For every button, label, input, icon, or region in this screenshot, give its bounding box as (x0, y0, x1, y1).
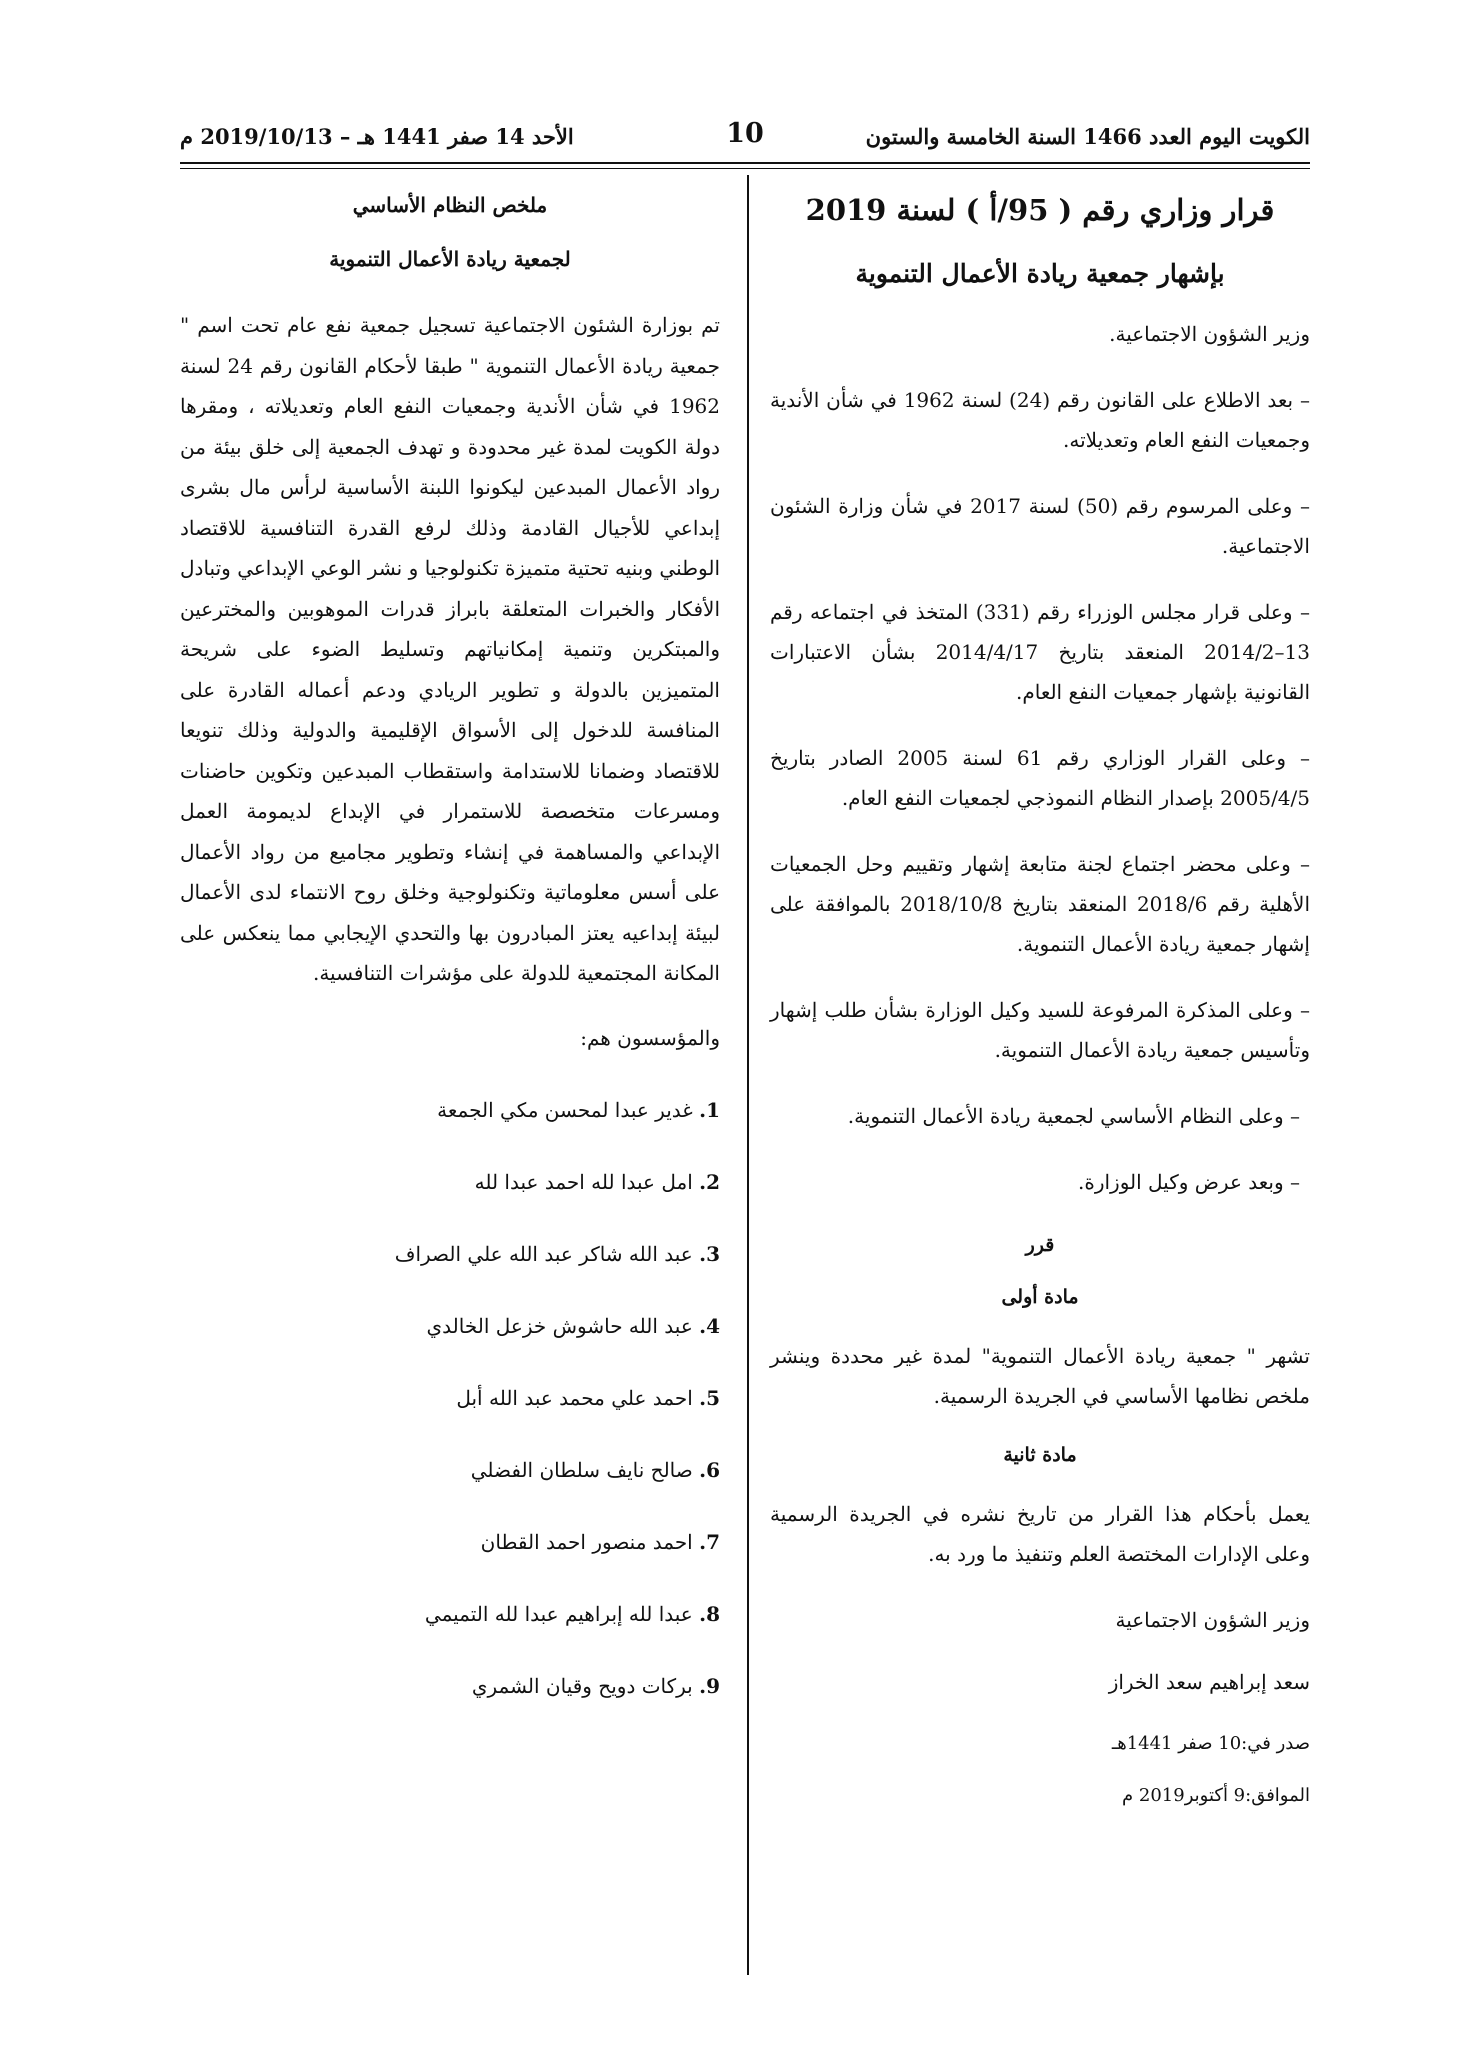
list-item: 4. عبد الله حاشوش خزعل الخالدي (426, 1313, 720, 1338)
article1-text: تشهر " جمعية ريادة الأعمال التنموية" لمدة غير محددة وينشر ملخص نظامها الأساسي في الجريدة الرسمية. (770, 1344, 1310, 1408)
decree-title: قرار وزاري رقم ( 95/أ ) لسنة 2019 (805, 193, 1275, 227)
clause: – وبعد عرض وكيل الوزارة. (1077, 1170, 1300, 1194)
article2-text: يعمل بأحكام هذا القرار من تاريخ نشره في الجريدة الرسمية وعلى الإدارات المختصة العلم وتنفيذ ما ورد به. (770, 1502, 1310, 1566)
article1-title: مادة أولى (1001, 1286, 1079, 1308)
signer-title: وزير الشؤون الاجتماعية (1115, 1608, 1310, 1632)
clause: – وعلى النظام الأساسي لجمعية ريادة الأعمال التنموية. (847, 1104, 1300, 1128)
corresponding-date: الموافق:9 أكتوبر2019 م (1122, 1785, 1310, 1806)
list-item: 5. احمد علي محمد عبد الله أبل (456, 1385, 720, 1410)
clause: – بعد الاطلاع على القانون رقم (24) لسنة 1962 في شأن الأندية وجمعيات النفع العام وتعديلاته. (770, 388, 1310, 452)
summary-paragraph: تم بوزارة الشئون الاجتماعية تسجيل جمعية نفع عام تحت اسم " جمعية ريادة الأعمال التنموية " طبقا لأحكام القانون رقم 24 لسنة 1962 في شأن الأندية وجمعيات النفع العام وتعديلاته ، ومقرها دولة الكويت لمدة غير محدودة و تهدف الجمعية إلى خلق بيئة من رواد الأعمال المبدعين ليكونوا اللبنة الأساسية لرأس مال بشرى إبداعي للأجيال القادمة وذلك لرفع القدرة التنافسية للاقتصاد الوطني وبنيه تحتية متميزة تكنولوجيا و نشر الوعي الإبداعي وتبادل الأفكار والخبرات المتعلقة بابراز قدرات الموهوبين والمخترعين والمبتكرين وتنمية إمكانياتهم وتسليط الضوء على شريحة المتميزين بالدولة و تطوير الريادي ودعم أعماله القادرة على المنافسة للدخول إلى الأسواق الإقليمية والدولية وذلك تنويعا للاقتصاد وضمانا للاستدامة واستقطاب المبدعين وتكوين حاضنات ومسرعات متخصصة للاستمرار في الإبداع لديمومة العمل الإبداعي والمساهمة في إنشاء وتطوير مجاميع من رواد الأعمال على أسس معلوماتية وتكنولوجية وخلق روح الانتماء لدى الأعمال لبيئة إبداعيه يعتز المبادرون بها والتحدي الإيجابي مما ينعكس على المكانة المجتمعية للدولة على مؤشرات التنافسية. (180, 313, 720, 985)
list-item: 6. صالح نايف سلطان الفضلي (470, 1457, 720, 1482)
decided-label: قرر (1025, 1234, 1055, 1256)
issued-date: صدر في:10 صفر 1441هـ (1111, 1733, 1310, 1754)
header-date: الأحد 14 صفر 1441 هـ – 2019/10/13 م (180, 124, 574, 149)
header-issue: الكويت اليوم العدد 1466 السنة الخامسة والستون (865, 124, 1310, 149)
summary-column (180, 175, 720, 1706)
header-rule-thin (180, 168, 1310, 169)
clause: – وعلى المذكرة المرفوعة للسيد وكيل الوزارة بشأن طلب إشهار وتأسيس جمعية ريادة الأعمال التنموية. (770, 998, 1310, 1062)
summary-title: ملخص النظام الأساسي (352, 193, 548, 217)
clause: – وعلى المرسوم رقم (50) لسنة 2017 في شأن وزارة الشئون الاجتماعية. (770, 494, 1310, 558)
clause: – وعلى القرار الوزاري رقم 61 لسنة 2005 الصادر بتاريخ 2005/4/5 بإصدار النظام النموذجي لجمعيات النفع العام. (770, 746, 1310, 810)
decree-column (770, 175, 1310, 1816)
list-item: 2. امل عبدا لله احمد عبدا لله (474, 1169, 720, 1194)
founders-list (180, 1090, 720, 1706)
signer-name: سعد إبراهيم سعد الخراز (1108, 1670, 1310, 1694)
list-item: 9. بركات دويح وقيان الشمري (471, 1673, 720, 1698)
list-item: 8. عبدا لله إبراهيم عبدا لله التميمي (424, 1601, 720, 1626)
decree-subtitle: بإشهار جمعية ريادة الأعمال التنموية (855, 259, 1225, 288)
founders-label: والمؤسسون هم: (580, 1025, 720, 1050)
article2-title: مادة ثانية (1003, 1444, 1077, 1466)
minister-line: وزير الشؤون الاجتماعية. (1109, 322, 1310, 346)
column-divider (747, 175, 749, 1975)
clause: – وعلى محضر اجتماع لجنة متابعة إشهار وتقييم وحل الجمعيات الأهلية رقم 2018/6 المنعقد بتاريخ 2018/10/8 بالموافقة على إشهار جمعية ريادة الأعمال التنموية. (770, 852, 1311, 956)
summary-subtitle: لجمعية ريادة الأعمال التنموية (329, 247, 571, 271)
list-item: 7. احمد منصور احمد القطان (480, 1529, 720, 1554)
page-number: 10 (726, 118, 764, 149)
page-header (180, 118, 1310, 160)
list-item: 3. عبد الله شاكر عبد الله علي الصراف (394, 1241, 720, 1266)
clause: – وعلى قرار مجلس الوزراء رقم (331) المتخذ في اجتماعه رقم 13–2014/2 المنعقد بتاريخ 2014/4/17 بشأن الاعتبارات القانونية بإشهار جمعيات النفع العام. (770, 600, 1310, 704)
header-rule (180, 162, 1310, 164)
list-item: 1. غدير عبدا لمحسن مكي الجمعة (437, 1097, 720, 1122)
